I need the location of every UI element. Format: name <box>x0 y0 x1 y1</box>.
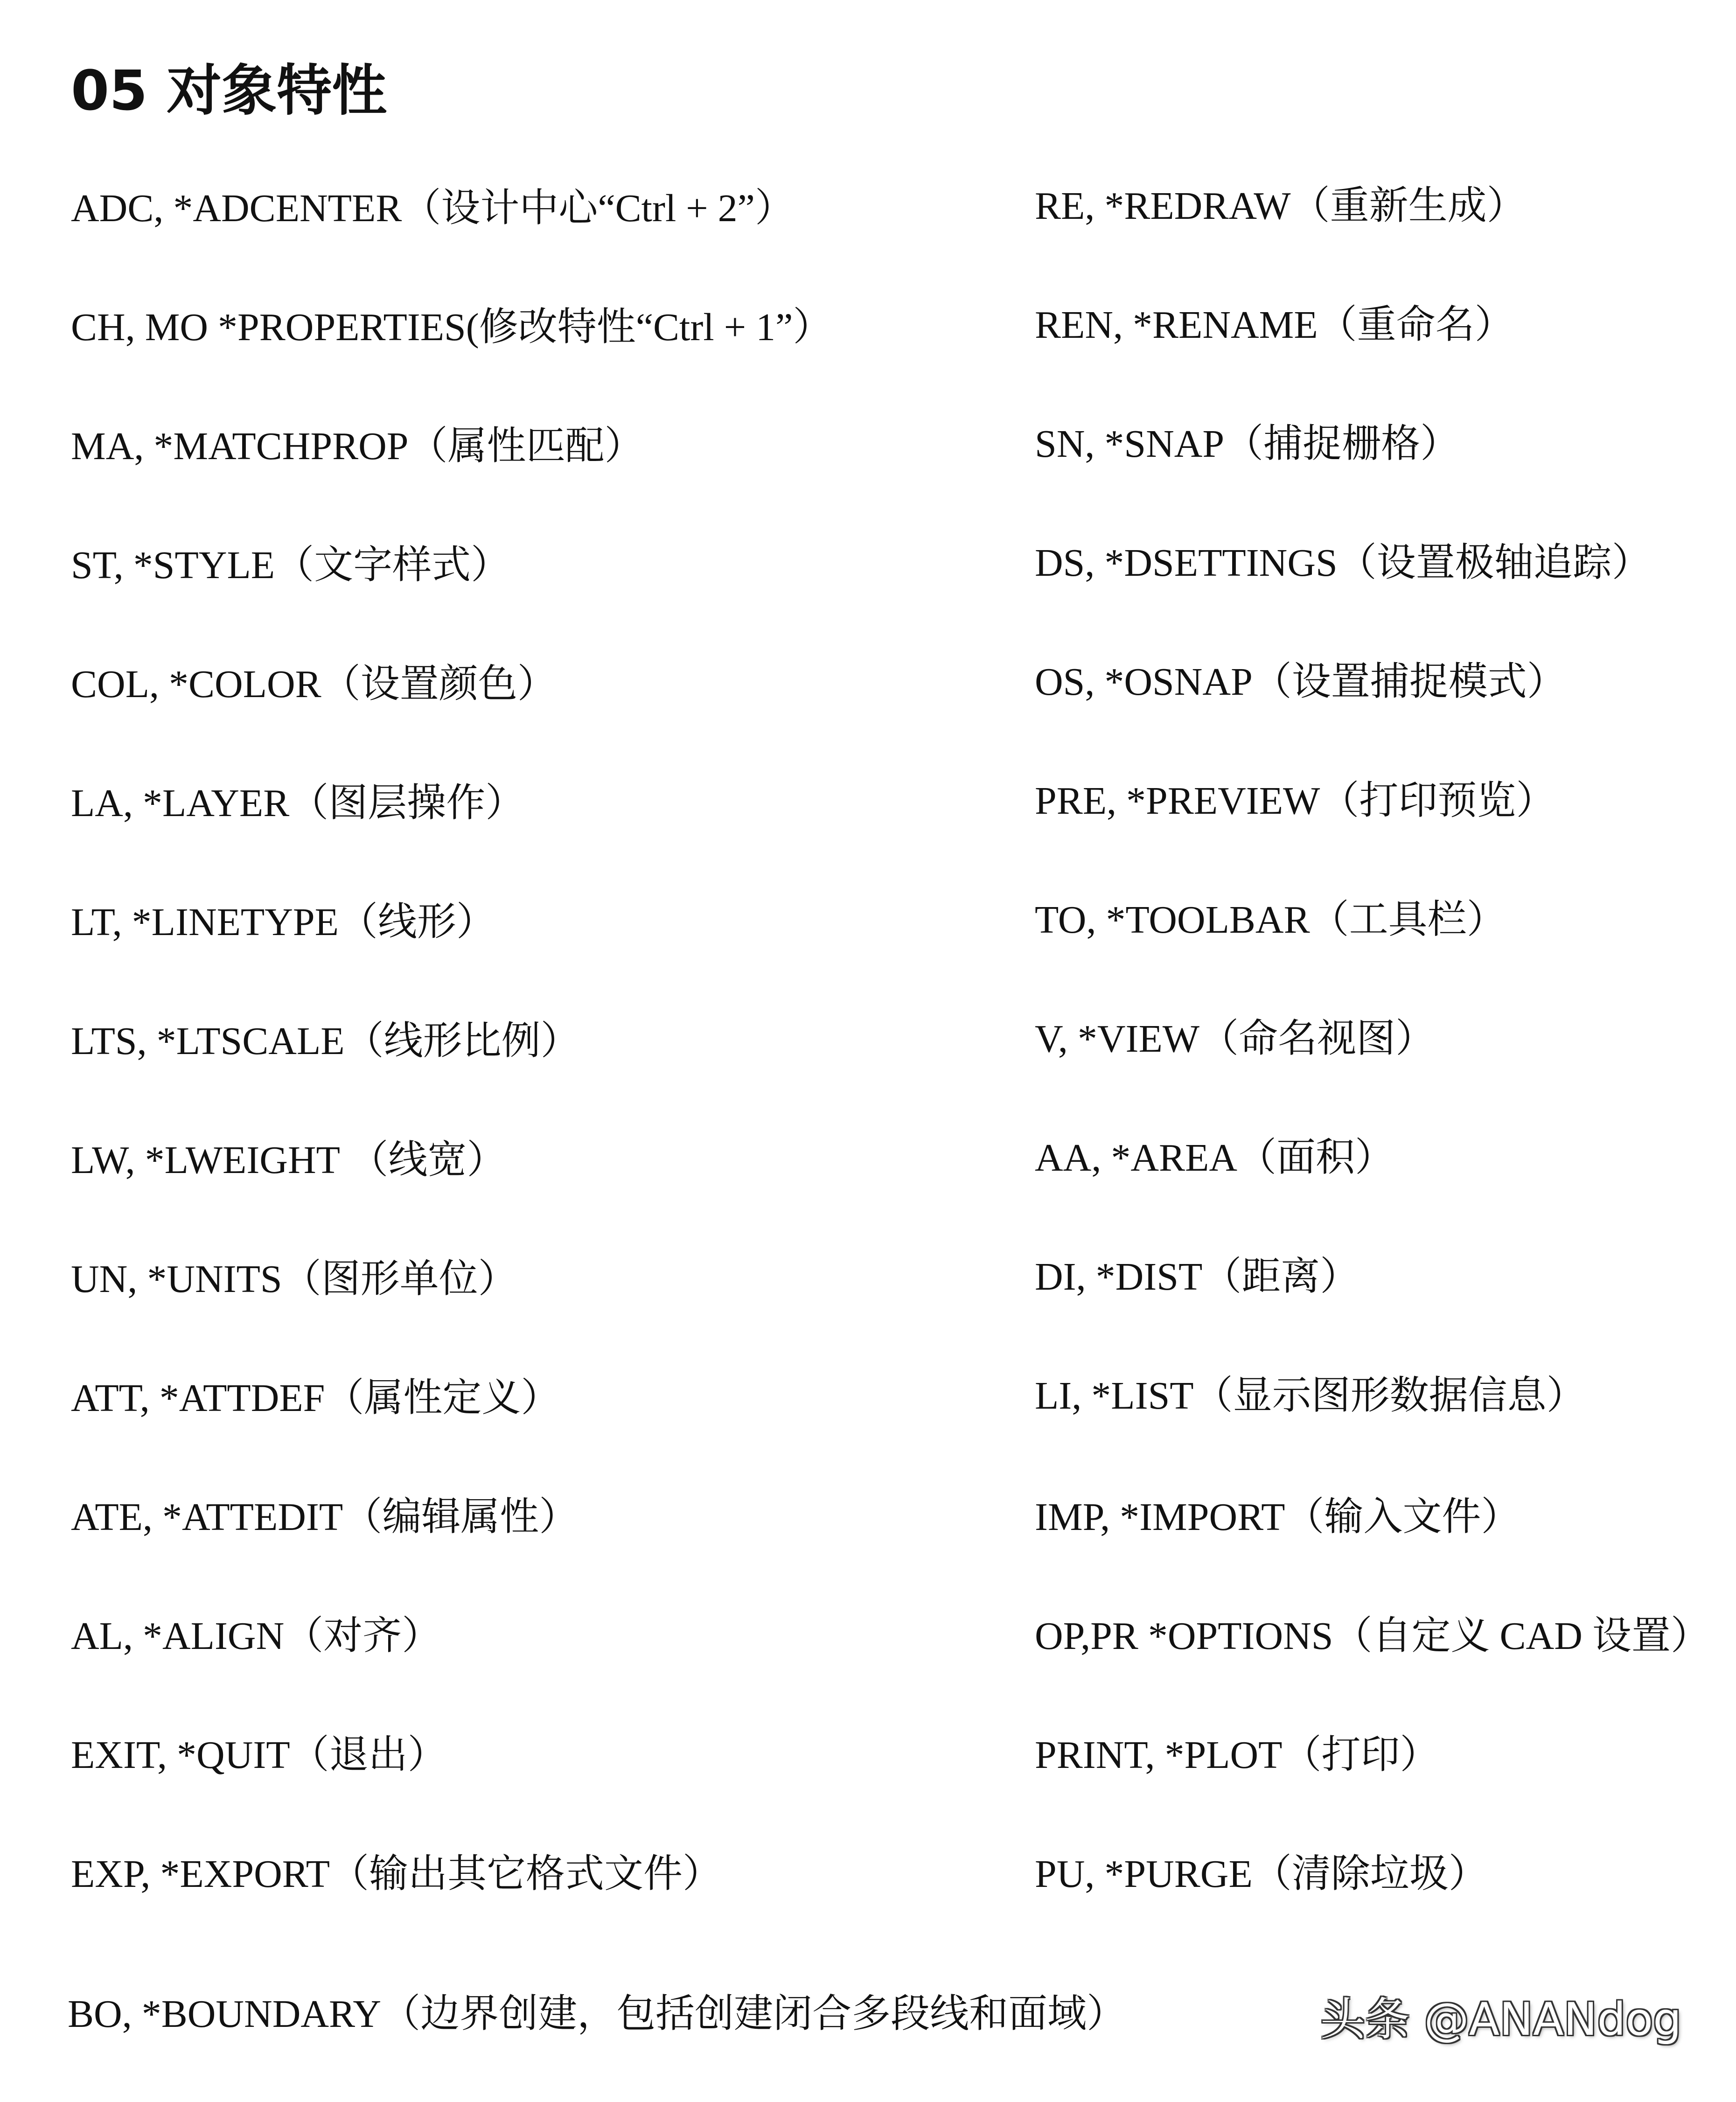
command-entry: IMP, *IMPORT（输入文件） <box>1035 1495 1520 1539</box>
command-entry: PRE, *PREVIEW（打印预览） <box>1035 779 1555 823</box>
command-entry: V, *VIEW（命名视图） <box>1035 1017 1435 1061</box>
command-entry: SN, *SNAP（捕捉栅格） <box>1035 422 1460 466</box>
command-entry: PRINT, *PLOT（打印） <box>1035 1733 1439 1777</box>
command-entry: LA, *LAYER（图层操作） <box>71 782 525 825</box>
command-entry: ATT, *ATTDEF（属性定义） <box>71 1376 560 1420</box>
command-entry: COL, *COLOR（设置颜色） <box>71 663 557 706</box>
command-entry: AA, *AREA（面积） <box>1035 1136 1394 1180</box>
command-entry: RE, *REDRAW（重新生成） <box>1035 184 1526 228</box>
command-entry: MA, *MATCHPROP（属性匹配） <box>71 425 644 468</box>
command-entry: EXP, *EXPORT（输出其它格式文件） <box>71 1852 722 1896</box>
watermark: 头条 @ANANdog <box>1320 1993 1682 2046</box>
command-entry: LTS, *LTSCALE（线形比例） <box>71 1020 580 1063</box>
command-entry: DI, *DIST（距离） <box>1035 1255 1360 1299</box>
command-entry-footer: BO, *BOUNDARY（边界创建，包括创建闭合多段线和面域） <box>68 1992 1126 2036</box>
command-entry: CH, MO *PROPERTIES(修改特性“Ctrl + 1”） <box>71 306 832 349</box>
command-entry: PU, *PURGE（清除垃圾） <box>1035 1852 1488 1896</box>
command-entry: DS, *DSETTINGS（设置极轴追踪） <box>1035 541 1651 585</box>
command-entry: REN, *RENAME（重命名） <box>1035 303 1514 347</box>
command-entry: EXIT, *QUIT（退出） <box>71 1733 447 1777</box>
command-entry: AL, *ALIGN（对齐） <box>71 1614 441 1658</box>
command-entry: LT, *LINETYPE（线形） <box>71 901 495 944</box>
page-title: 05 对象特性 <box>71 58 387 123</box>
command-entry: UN, *UNITS（图形单位） <box>71 1257 517 1301</box>
command-entry: LW, *LWEIGHT （线宽） <box>71 1138 506 1182</box>
command-entry: OP,PR *OPTIONS（自定义 CAD 设置） <box>1035 1614 1710 1658</box>
command-entry: TO, *TOOLBAR（工具栏） <box>1035 898 1506 942</box>
command-entry: ADC, *ADCENTER（设计中心“Ctrl + 2”） <box>71 187 794 230</box>
command-entry: ST, *STYLE（文字样式） <box>71 544 510 587</box>
command-entry: LI, *LIST（显示图形数据信息） <box>1035 1374 1586 1418</box>
command-entry: OS, *OSNAP（设置捕捉模式） <box>1035 660 1566 704</box>
command-entry: ATE, *ATTEDIT（编辑属性） <box>71 1495 579 1539</box>
